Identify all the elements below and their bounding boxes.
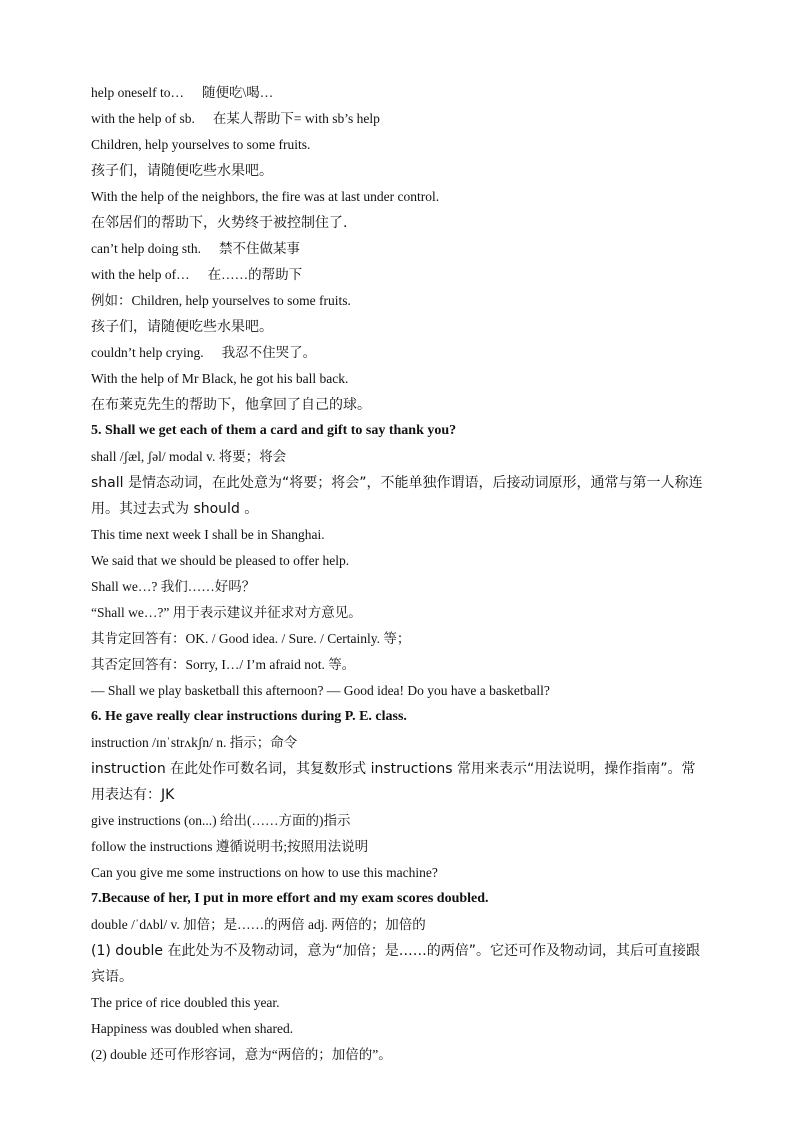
phrase-en: with the help of sb. <box>91 111 195 126</box>
explanation-line: “Shall we…?” 用于表示建议并征求对方意见。 <box>91 605 362 620</box>
phrase-zh: 随便吃\喝… <box>201 85 274 100</box>
phrase-line <box>91 262 734 288</box>
phrase-zh: 在……的帮助下 <box>207 267 303 282</box>
example-line: This time next week I shall be in Shanghai. <box>91 527 325 542</box>
phrase-line <box>91 106 734 132</box>
phrase-line <box>91 80 734 106</box>
phrase-zh: 我忍不住哭了。 <box>221 345 317 360</box>
translation-line: 孩子们，请随便吃些水果吧。 <box>91 163 273 179</box>
example-line: Shall we…? 我们……好吗？ <box>91 579 256 594</box>
phrase-en: couldn’t help crying. <box>91 345 204 360</box>
dialogue-line: — Shall we play basketball this afternoon? — Good idea! Do you have a basketball? <box>91 683 550 698</box>
vocab-entry: instruction /ɪnˈstrʌkʃn/ n. 指示；命令 <box>91 735 298 750</box>
example-line: With the help of the neighbors, the fire was at last under control. <box>91 189 440 204</box>
vocab-entry: double /ˈdʌbl/ v. 加倍；是……的两倍 adj. 两倍的；加倍的 <box>91 917 426 932</box>
section-heading: 5. Shall we get each of them a card and gift to say thank you? <box>91 423 457 438</box>
explanation-paragraph: shall 是情态动词，在此处意为“将要；将会”，不能单独作谓语，后接动词原形，通常与第一人称连用。其过去式为 should 。 <box>91 475 703 517</box>
example-line: Happiness was doubled when shared. <box>91 1021 294 1036</box>
phrase-en: help oneself to… <box>91 85 184 100</box>
example-line: With the help of Mr Black, he got his ball back. <box>91 371 349 386</box>
phrase-zh: 禁不住做某事 <box>218 241 300 256</box>
example-line: The price of rice doubled this year. <box>91 995 280 1010</box>
explanation-line: 其否定回答有：Sorry, I…/ I’m afraid not. 等。 <box>91 657 356 672</box>
section-heading: 6. He gave really clear instructions during P. E. class. <box>91 709 407 724</box>
example-line: Children, help yourselves to some fruits. <box>91 137 311 152</box>
example-line: 例如：Children, help yourselves to some fruits. <box>91 293 351 308</box>
explanation-line: (2) double 还可作形容词，意为“两倍的；加倍的”。 <box>91 1047 392 1062</box>
phrase-line: give instructions (on...) 给出(……方面的)指示 <box>91 813 351 828</box>
phrase-en: with the help of… <box>91 267 190 282</box>
section-heading: 7.Because of her, I put in more effort and my exam scores doubled. <box>91 891 489 906</box>
example-line: Can you give me some instructions on how to use this machine? <box>91 865 438 880</box>
translation-line: 孩子们，请随便吃些水果吧。 <box>91 319 273 335</box>
explanation-paragraph: instruction 在此处作可数名词，其复数形式 instructions 常用来表示“用法说明，操作指南”。常用表达有：JK <box>91 761 696 803</box>
phrase-line <box>91 236 734 262</box>
translation-line: 在布莱克先生的帮助下，他拿回了自己的球。 <box>91 397 371 413</box>
phrase-line: follow the instructions 遵循说明书;按照用法说明 <box>91 839 369 854</box>
translation-line: 在邻居们的帮助下，火势终于被控制住了. <box>91 215 348 231</box>
example-line: We said that we should be pleased to offer help. <box>91 553 350 568</box>
phrase-zh: 在某人帮助下= with sb’s help <box>212 111 380 126</box>
vocab-entry: shall /ʃæl, ʃəl/ modal v. 将要；将会 <box>91 449 287 464</box>
phrase-line <box>91 340 734 366</box>
explanation-line: 其肯定回答有：OK. / Good idea. / Sure. / Certainly. 等； <box>91 631 411 646</box>
phrase-en: can’t help doing sth. <box>91 241 201 256</box>
explanation-paragraph: (1) double 在此处为不及物动词，意为“加倍；是……的两倍”。它还可作及物动词，其后可直接跟宾语。 <box>91 943 700 985</box>
